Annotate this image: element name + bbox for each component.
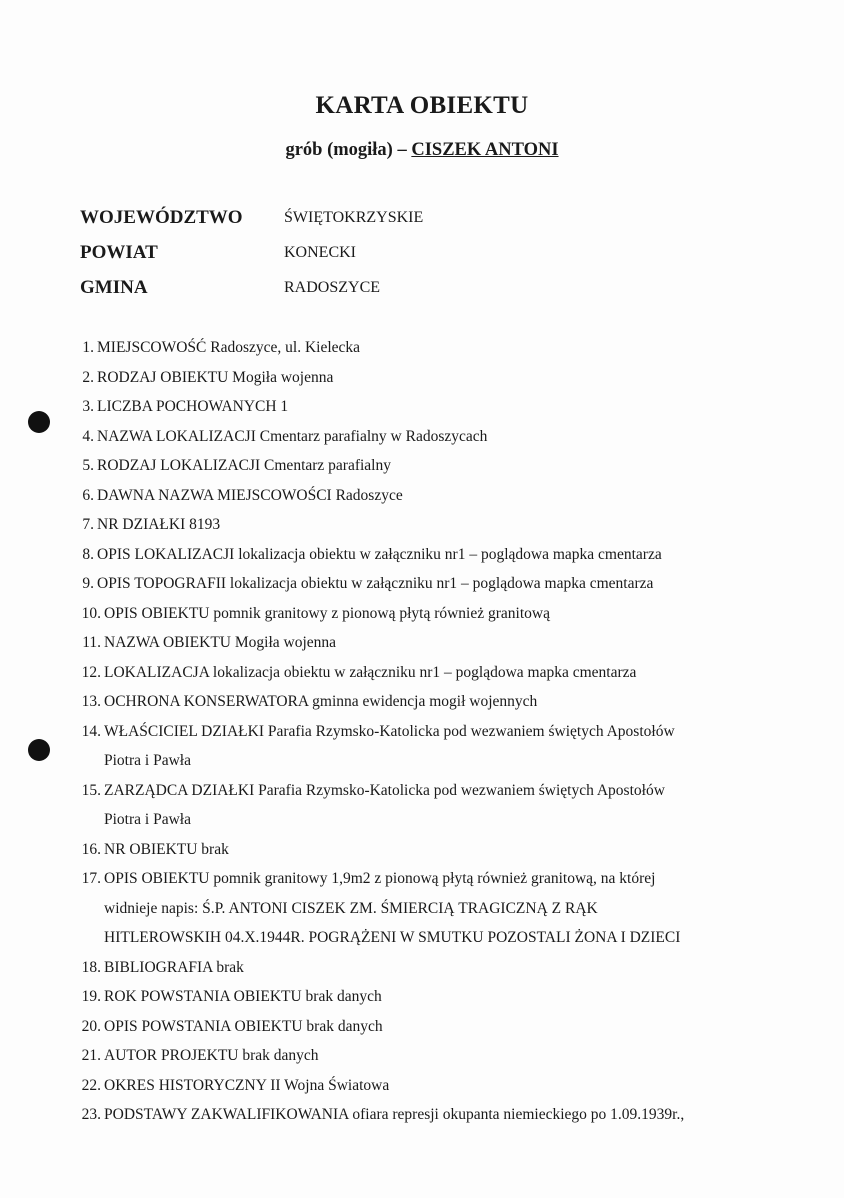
- item-line: [0, 510, 844, 540]
- list-item: [0, 982, 844, 1012]
- list-item: [0, 835, 844, 865]
- item-line: [0, 717, 844, 747]
- item-number: 17.: [81, 870, 101, 887]
- item-number: 22.: [81, 1076, 101, 1094]
- admin-value: KONECKI: [284, 243, 356, 261]
- admin-row-voivodeship: [80, 200, 423, 235]
- list-item: [0, 658, 844, 688]
- admin-key: WOJEWÓDZTWO: [80, 206, 243, 228]
- item-line: [0, 422, 844, 452]
- item-text: LOKALIZACJA lokalizacja obiektu w załączniku nr1 – poglądowa mapka cmentarza: [104, 663, 637, 681]
- list-item: [0, 510, 844, 540]
- item-number: 18.: [81, 958, 101, 976]
- item-line: [0, 628, 844, 658]
- item-text: NAZWA OBIEKTU Mogiła wojenna: [104, 634, 337, 651]
- list-item: [0, 628, 844, 658]
- item-text: LICZBA POCHOWANYCH 1: [97, 398, 289, 415]
- item-line: [0, 1041, 844, 1071]
- item-line: [0, 953, 844, 983]
- item-text: OPIS OBIEKTU pomnik granitowy 1,9m2 z pionową płytą również granitową, na której: [104, 870, 656, 887]
- item-line: [0, 363, 844, 393]
- document-subtitle: [0, 140, 844, 161]
- item-number: 1.: [82, 339, 94, 356]
- item-number: 20.: [81, 1017, 101, 1035]
- item-number: 2.: [82, 368, 94, 386]
- admin-value: RADOSZYCE: [284, 278, 381, 296]
- item-line: [0, 1100, 844, 1130]
- item-text: RODZAJ LOKALIZACJI Cmentarz parafialny: [97, 457, 391, 474]
- item-number: 15.: [81, 781, 101, 799]
- list-item: [0, 422, 844, 452]
- item-line: [0, 392, 844, 422]
- item-number: 6.: [82, 486, 94, 504]
- item-number: 8.: [82, 545, 94, 563]
- punch-hole-icon: [28, 411, 50, 433]
- item-number: 23.: [81, 1106, 101, 1123]
- item-text: NR OBIEKTU brak: [104, 840, 229, 858]
- item-number: 5.: [82, 457, 94, 474]
- subtitle-prefix: grób (mogiła) –: [285, 140, 412, 160]
- list-item: [0, 953, 844, 983]
- list-item: [0, 1100, 844, 1130]
- item-text: OPIS OBIEKTU pomnik granitowy z pionową płytą również granitową: [104, 604, 550, 622]
- list-item: [0, 481, 844, 511]
- admin-row-commune: [80, 270, 423, 305]
- item-text: WŁAŚCICIEL DZIAŁKI Parafia Rzymsko-Katolicka pod wezwaniem świętych Apostołów: [104, 722, 675, 740]
- item-line: Piotra i Pawła: [104, 752, 191, 769]
- item-line: Piotra i Pawła: [104, 811, 191, 828]
- list-item: [0, 392, 844, 422]
- item-line: widnieje napis: Ś.P. ANTONI CISZEK ZM. ŚMIERCIĄ TRAGICZNĄ Z RĄK: [104, 899, 598, 917]
- item-text: ZARZĄDCA DZIAŁKI Parafia Rzymsko-Katolicka pod wezwaniem świętych Apostołów: [104, 781, 665, 799]
- list-item: [0, 1041, 844, 1071]
- list-item: [0, 776, 844, 835]
- item-line: [0, 540, 844, 570]
- item-number: 16.: [81, 840, 101, 858]
- item-text: NR DZIAŁKI 8193: [97, 516, 221, 533]
- item-line: [0, 1071, 844, 1101]
- list-item: [0, 599, 844, 629]
- item-line: [0, 599, 844, 629]
- item-text: OPIS TOPOGRAFII lokalizacja obiektu w załączniku nr1 – poglądowa mapka cmentarza: [97, 575, 654, 592]
- item-line: [0, 1012, 844, 1042]
- list-item: [0, 569, 844, 599]
- item-text: DAWNA NAZWA MIEJSCOWOŚCI Radoszyce: [97, 486, 403, 504]
- item-line: [0, 451, 844, 481]
- item-text: ROK POWSTANIA OBIEKTU brak danych: [104, 988, 382, 1005]
- subtitle-name: CISZEK ANTONI: [411, 140, 559, 160]
- item-number: 9.: [82, 575, 94, 592]
- item-line: [0, 658, 844, 688]
- item-number: 21.: [81, 1047, 101, 1064]
- admin-info: [80, 200, 423, 305]
- item-number: 13.: [81, 693, 101, 710]
- list-item: [0, 864, 844, 953]
- item-line: [0, 481, 844, 511]
- list-item: [0, 1071, 844, 1101]
- item-text: OPIS POWSTANIA OBIEKTU brak danych: [104, 1017, 383, 1035]
- list-item: [0, 687, 844, 717]
- item-text: OPIS LOKALIZACJI lokalizacja obiektu w załączniku nr1 – poglądowa mapka cmentarza: [97, 545, 662, 563]
- item-line: [0, 776, 844, 806]
- item-number: 10.: [81, 604, 101, 622]
- item-text: PODSTAWY ZAKWALIFIKOWANIA ofiara represji okupanta niemieckiego po 1.09.1939r.,: [104, 1106, 685, 1123]
- item-number: 7.: [82, 516, 94, 533]
- item-number: 4.: [82, 427, 94, 445]
- item-line: [0, 687, 844, 717]
- punch-hole-icon: [28, 739, 50, 761]
- item-line: [0, 569, 844, 599]
- item-text: AUTOR PROJEKTU brak danych: [104, 1047, 319, 1064]
- list-item: [0, 333, 844, 363]
- list-item: [0, 451, 844, 481]
- item-line: HITLEROWSKIH 04.X.1944R. POGRĄŻENI W SMUTKU POZOSTALI ŻONA I DZIECI: [104, 929, 681, 946]
- list-item: [0, 540, 844, 570]
- item-number: 11.: [82, 634, 101, 651]
- admin-key: POWIAT: [80, 241, 158, 263]
- admin-value: ŚWIĘTOKRZYSKIE: [284, 208, 424, 226]
- item-number: 14.: [81, 722, 101, 740]
- list-item: [0, 363, 844, 393]
- item-number: 12.: [81, 663, 101, 681]
- item-text: NAZWA LOKALIZACJI Cmentarz parafialny w Radoszycach: [97, 427, 488, 445]
- list-item: [0, 1012, 844, 1042]
- item-line: [0, 982, 844, 1012]
- item-line: [0, 333, 844, 363]
- item-number: 19.: [81, 988, 101, 1005]
- admin-row-county: [80, 235, 423, 270]
- item-text: BIBLIOGRAFIA brak: [104, 958, 244, 976]
- item-line: [0, 835, 844, 865]
- item-text: MIEJSCOWOŚĆ Radoszyce, ul. Kielecka: [97, 339, 361, 356]
- admin-key: GMINA: [80, 276, 148, 298]
- item-text: RODZAJ OBIEKTU Mogiła wojenna: [97, 368, 334, 386]
- item-text: OKRES HISTORYCZNY II Wojna Światowa: [104, 1076, 390, 1094]
- item-line: [0, 864, 844, 894]
- list-item: [0, 717, 844, 776]
- document-title: KARTA OBIEKTU: [315, 92, 529, 119]
- item-text: OCHRONA KONSERWATORA gminna ewidencja mogił wojennych: [104, 693, 538, 710]
- item-number: 3.: [82, 398, 94, 415]
